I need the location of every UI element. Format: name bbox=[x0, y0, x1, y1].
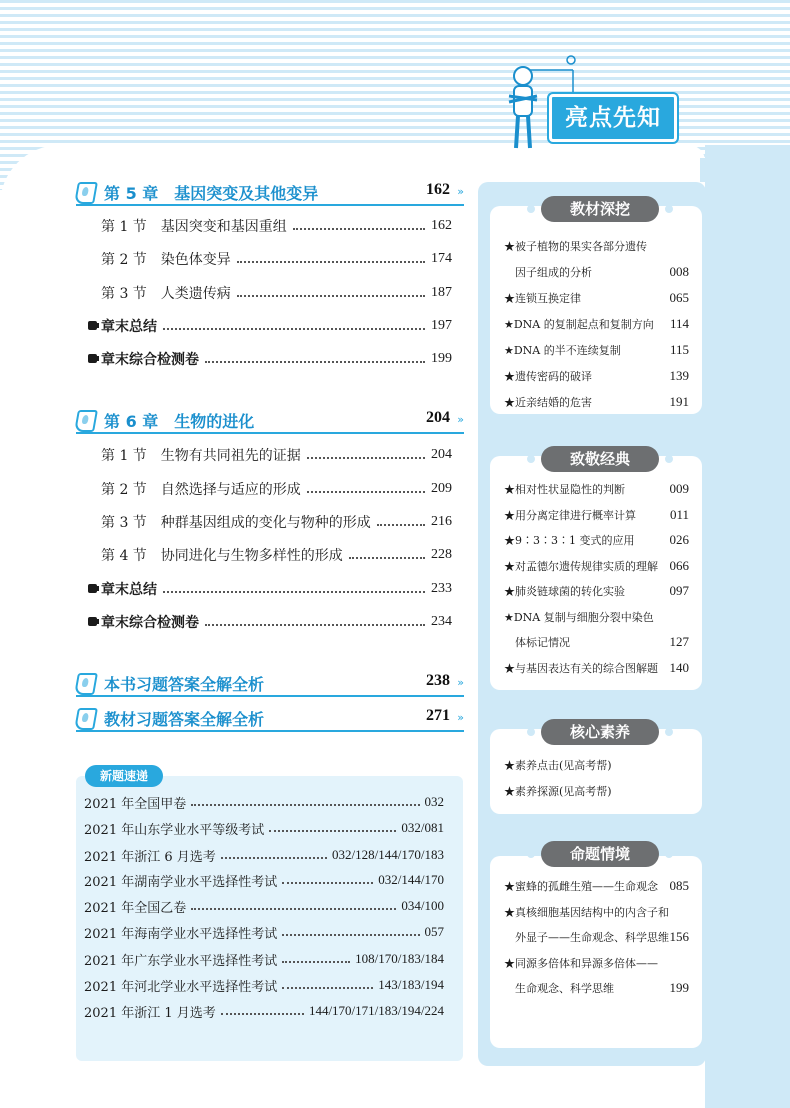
highlight-text: ★肺炎链球菌的转化实验 bbox=[504, 585, 625, 598]
section-tag: 命题情境 bbox=[541, 841, 659, 867]
leader-dots bbox=[282, 987, 373, 989]
toc-entry[interactable] bbox=[101, 248, 452, 270]
toc-entry[interactable] bbox=[101, 315, 452, 337]
exam-pages: 108/170/183/184 bbox=[355, 951, 444, 966]
chapter-5-header[interactable] bbox=[76, 182, 464, 206]
entry-label: 章末综合检测卷 bbox=[101, 615, 199, 631]
exam-label: 2021 年海南学业水平选择性考试 bbox=[84, 926, 278, 942]
chapter-page: 204 bbox=[426, 409, 450, 426]
highlight-text: ★素养点击(见高考帮) bbox=[504, 759, 612, 772]
section-tag: 致敬经典 bbox=[541, 446, 659, 472]
highlight-item[interactable] bbox=[504, 607, 689, 627]
highlight-text: ★DNA 的复制起点和复制方向 bbox=[504, 318, 654, 331]
highlight-page: 009 bbox=[669, 481, 689, 496]
entry-label: 第 4 节 协同进化与生物多样性的形成 bbox=[101, 548, 343, 564]
leader-dots bbox=[282, 882, 373, 884]
new-question-row[interactable] bbox=[84, 817, 444, 839]
highlight-item[interactable] bbox=[504, 392, 689, 412]
new-question-row[interactable] bbox=[84, 974, 444, 996]
highlight-page: 011 bbox=[669, 506, 689, 522]
toc-entry[interactable] bbox=[101, 444, 452, 466]
right-margin-band bbox=[705, 145, 790, 1108]
entry-label: 章末总结 bbox=[101, 582, 157, 598]
toc-entry[interactable] bbox=[101, 348, 452, 370]
entry-page: 233 bbox=[431, 581, 452, 596]
section-tag: 教材深挖 bbox=[541, 196, 659, 222]
exam-label: 2021 年全国乙卷 bbox=[84, 900, 187, 916]
toc-entry[interactable] bbox=[101, 611, 452, 633]
highlight-text: ★与基因表达有关的综合图解题 bbox=[504, 661, 658, 675]
leader-dots bbox=[282, 934, 419, 936]
highlight-text: ★DNA 的半不连续复制 bbox=[504, 344, 621, 357]
highlight-item[interactable] bbox=[504, 236, 689, 256]
highlight-item[interactable] bbox=[504, 953, 689, 973]
leader-dots bbox=[237, 295, 425, 297]
new-question-row[interactable] bbox=[84, 791, 444, 813]
highlight-item[interactable] bbox=[504, 927, 689, 947]
highlight-text: 外显子——生命观念、科学思维 bbox=[504, 931, 669, 944]
highlight-page: 115 bbox=[669, 342, 689, 357]
bulb-icon bbox=[74, 673, 98, 695]
highlight-item[interactable] bbox=[504, 505, 689, 525]
highlight-text: ★被子植物的果实各部分遗传 bbox=[504, 240, 647, 253]
entry-label: 第 3 节 人类遗传病 bbox=[101, 286, 231, 302]
leader-dots bbox=[205, 361, 425, 363]
highlight-text: ★DNA 复制与细胞分裂中染色 bbox=[504, 610, 654, 624]
chapter-page: 271 bbox=[426, 707, 450, 724]
highlight-text: 生命观念、科学思维 bbox=[504, 982, 614, 995]
new-question-row[interactable] bbox=[84, 895, 444, 917]
highlight-page: 097 bbox=[669, 583, 689, 598]
highlight-item[interactable] bbox=[504, 479, 689, 499]
highlight-text: ★素养探源(见高考帮) bbox=[504, 785, 612, 798]
highlight-item[interactable] bbox=[504, 530, 689, 550]
highlight-item[interactable] bbox=[504, 978, 689, 998]
chapter-page: 162 bbox=[426, 181, 450, 198]
leader-dots bbox=[237, 261, 425, 263]
double-chevron-icon: » bbox=[457, 185, 464, 198]
exam-label: 2021 年广东学业水平选择性考试 bbox=[84, 953, 278, 969]
leader-dots bbox=[307, 457, 425, 459]
highlight-page: 139 bbox=[669, 368, 689, 383]
highlight-page: 026 bbox=[669, 532, 689, 547]
entry-label: 第 2 节 染色体变异 bbox=[101, 252, 231, 268]
highlight-item[interactable] bbox=[504, 288, 689, 308]
page-title: 亮点先知 bbox=[549, 94, 677, 142]
leader-dots bbox=[377, 524, 425, 526]
highlight-text: 体标记情况 bbox=[504, 636, 570, 649]
toc-entry[interactable] bbox=[101, 282, 452, 304]
exam-label: 2021 年浙江 6 月选考 bbox=[84, 849, 216, 865]
highlight-page: 199 bbox=[669, 980, 689, 995]
exam-label: 2021 年山东学业水平等级考试 bbox=[84, 822, 265, 838]
chapter-6-header[interactable] bbox=[76, 410, 464, 434]
entry-label: 章末总结 bbox=[101, 319, 157, 335]
chapter-title: 第 6 章 生物的进化 bbox=[104, 412, 255, 431]
exam-pages: 032 bbox=[424, 794, 444, 809]
highlight-page: 156 bbox=[669, 929, 689, 944]
exam-pages: 143/183/194 bbox=[378, 977, 444, 992]
answers-book-header[interactable] bbox=[76, 673, 464, 697]
highlight-item[interactable] bbox=[504, 581, 689, 601]
exam-pages: 057 bbox=[424, 924, 444, 939]
bulb-icon bbox=[74, 708, 98, 730]
highlight-page: 085 bbox=[669, 878, 689, 893]
page-tab-notch bbox=[700, 158, 720, 182]
exam-pages: 034/100 bbox=[401, 898, 444, 913]
exam-pages: 032/081 bbox=[401, 820, 444, 835]
bulb-icon bbox=[74, 410, 98, 432]
highlight-page: 114 bbox=[669, 316, 689, 331]
double-chevron-icon: » bbox=[457, 676, 464, 689]
leader-dots bbox=[191, 804, 419, 806]
highlight-text: ★蜜蜂的孤雌生殖——生命观念 bbox=[504, 880, 658, 893]
highlight-text: ★连锁互换定律 bbox=[504, 292, 581, 305]
bullet-icon bbox=[88, 617, 97, 626]
chapter-title: 第 5 章 基因突变及其他变异 bbox=[104, 184, 319, 203]
highlight-text: ★遗传密码的破译 bbox=[504, 370, 592, 383]
highlight-text: ★对孟德尔遗传规律实质的理解 bbox=[504, 559, 658, 573]
exam-pages: 032/128/144/170/183 bbox=[332, 847, 444, 862]
new-question-row[interactable] bbox=[84, 921, 444, 943]
highlight-item[interactable] bbox=[504, 262, 689, 282]
highlight-item[interactable] bbox=[504, 340, 689, 360]
entry-label: 第 2 节 自然选择与适应的形成 bbox=[101, 482, 301, 498]
chapter-title: 本书习题答案全解全析 bbox=[104, 675, 265, 694]
exam-pages: 032/144/170 bbox=[378, 872, 444, 887]
exam-label: 2021 年浙江 1 月选考 bbox=[84, 1005, 216, 1021]
exam-pages: 144/170/171/183/194/224 bbox=[308, 1003, 444, 1018]
leader-dots bbox=[307, 491, 425, 493]
section-tag: 核心素养 bbox=[541, 719, 659, 745]
exam-label: 2021 年湖南学业水平选择性考试 bbox=[84, 874, 278, 890]
new-question-row[interactable] bbox=[84, 869, 444, 891]
highlight-text: ★相对性状显隐性的判断 bbox=[504, 483, 625, 496]
entry-label: 第 3 节 种群基因组成的变化与物种的形成 bbox=[101, 515, 371, 531]
exam-label: 2021 年河北学业水平选择性考试 bbox=[84, 979, 278, 995]
entry-label: 第 1 节 基因突变和基因重组 bbox=[101, 219, 287, 235]
toc-entry[interactable] bbox=[101, 215, 452, 237]
highlight-text: ★同源多倍体和异源多倍体—— bbox=[504, 956, 658, 970]
entry-page: 216 bbox=[431, 514, 452, 529]
double-chevron-icon: » bbox=[457, 413, 464, 426]
entry-page: 228 bbox=[431, 547, 452, 562]
entry-label: 章末综合检测卷 bbox=[101, 352, 199, 368]
new-questions-tag: 新题速递 bbox=[85, 765, 163, 787]
new-question-row[interactable] bbox=[84, 844, 444, 866]
highlight-item[interactable] bbox=[504, 658, 689, 678]
leader-dots bbox=[221, 1013, 304, 1015]
leader-dots bbox=[293, 228, 425, 230]
leader-dots bbox=[349, 557, 425, 559]
highlight-page: 127 bbox=[669, 634, 689, 649]
highlight-page: 066 bbox=[669, 557, 689, 573]
entry-page: 234 bbox=[431, 614, 452, 629]
highlight-text: 因子组成的分析 bbox=[504, 266, 592, 279]
entry-page: 204 bbox=[431, 447, 452, 462]
answers-textbook-header[interactable] bbox=[76, 708, 464, 732]
entry-page: 187 bbox=[431, 285, 452, 300]
new-question-row[interactable] bbox=[84, 948, 444, 970]
leader-dots bbox=[221, 857, 327, 859]
toc-entry[interactable] bbox=[101, 578, 452, 600]
highlight-page: 008 bbox=[669, 264, 689, 279]
toc-entry[interactable] bbox=[101, 511, 452, 533]
highlight-item[interactable] bbox=[504, 781, 689, 801]
toc-entry[interactable] bbox=[101, 478, 452, 500]
chapter-title: 教材习题答案全解全析 bbox=[104, 710, 265, 729]
leader-dots bbox=[269, 830, 396, 832]
entry-page: 174 bbox=[431, 251, 452, 266]
leader-dots bbox=[191, 908, 396, 910]
leader-dots bbox=[163, 328, 425, 330]
highlight-item[interactable] bbox=[504, 902, 689, 922]
chapter-page: 238 bbox=[426, 672, 450, 689]
entry-page: 199 bbox=[431, 351, 452, 366]
highlight-item[interactable] bbox=[504, 556, 689, 576]
bullet-icon bbox=[88, 354, 97, 363]
highlight-page: 065 bbox=[669, 290, 689, 305]
exam-label: 2021 年全国甲卷 bbox=[84, 796, 187, 812]
highlight-item[interactable] bbox=[504, 632, 689, 652]
highlight-text: ★真核细胞基因结构中的内含子和 bbox=[504, 905, 669, 919]
highlight-item[interactable] bbox=[504, 314, 689, 334]
entry-page: 209 bbox=[431, 481, 452, 496]
entry-page: 162 bbox=[431, 218, 452, 233]
highlight-page: 191 bbox=[669, 394, 689, 409]
bulb-icon bbox=[74, 182, 98, 204]
leader-dots bbox=[163, 591, 425, 593]
highlight-text: ★近亲结婚的危害 bbox=[504, 396, 592, 409]
bullet-icon bbox=[88, 321, 97, 330]
highlight-item[interactable] bbox=[504, 366, 689, 386]
entry-label: 第 1 节 生物有共同祖先的证据 bbox=[101, 448, 301, 464]
highlight-text: ★用分离定律进行概率计算 bbox=[504, 508, 636, 522]
leader-dots bbox=[282, 961, 350, 963]
highlight-page: 140 bbox=[669, 659, 689, 675]
leader-dots bbox=[205, 624, 425, 626]
highlight-text: ★9∶3∶3∶1 变式的应用 bbox=[504, 534, 635, 547]
highlight-item[interactable] bbox=[504, 755, 689, 775]
entry-page: 197 bbox=[431, 318, 452, 333]
double-chevron-icon: » bbox=[457, 711, 464, 724]
highlight-item[interactable] bbox=[504, 876, 689, 896]
new-question-row[interactable] bbox=[84, 1000, 444, 1022]
toc-entry[interactable] bbox=[101, 544, 452, 566]
bullet-icon bbox=[88, 584, 97, 593]
